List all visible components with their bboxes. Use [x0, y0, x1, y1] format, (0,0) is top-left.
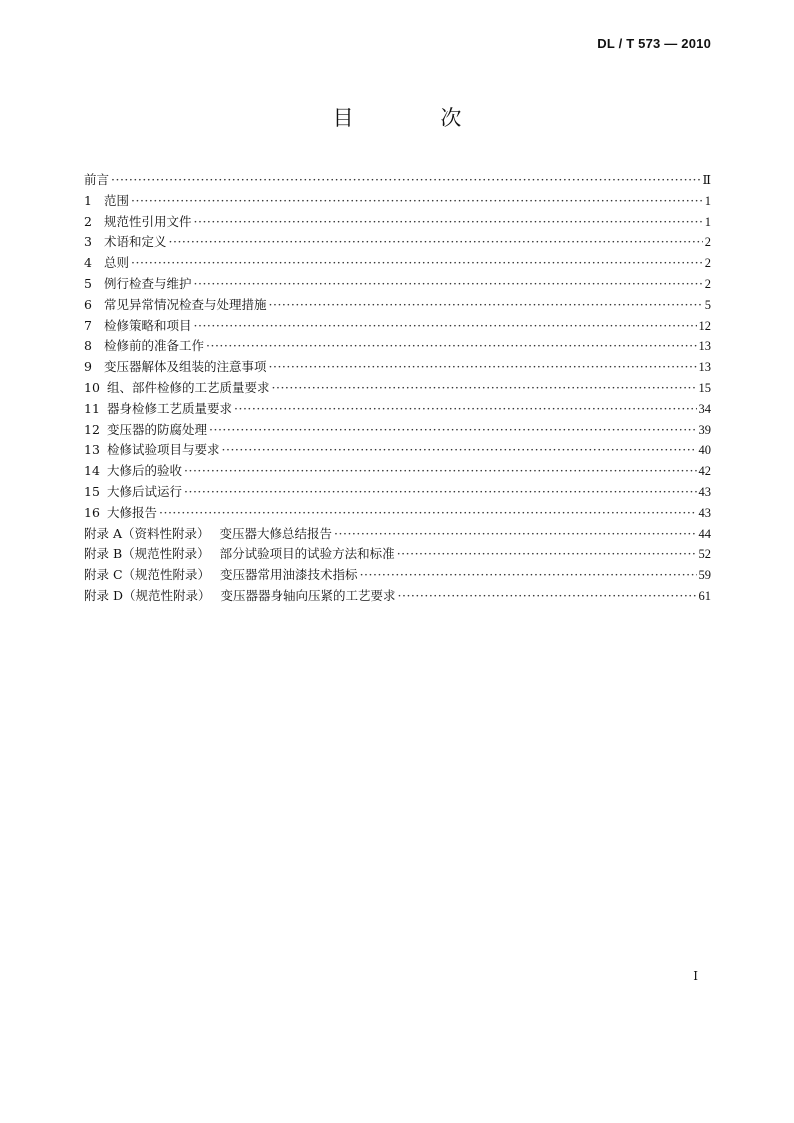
toc-page: 1 [704, 193, 711, 208]
toc-page: 13 [698, 360, 711, 375]
toc-label: 变压器器身轴向压紧的工艺要求 [220, 587, 396, 603]
toc-leader [398, 586, 697, 607]
toc-label: 术语和定义 [104, 234, 167, 250]
toc-entry-appendix-b[interactable] [84, 544, 711, 565]
toc-label: 器身检修工艺质量要求 [107, 400, 233, 416]
page-number: I [693, 969, 698, 983]
toc-entry-4[interactable] [84, 253, 711, 274]
table-of-contents [84, 170, 711, 607]
toc-number: 8 [84, 338, 92, 354]
toc-page: 39 [698, 422, 711, 437]
toc-entry-3[interactable] [84, 232, 711, 253]
toc-entry-1[interactable] [84, 191, 711, 212]
toc-leader [131, 253, 703, 274]
toc-leader [131, 191, 703, 212]
standard-code: DL / T 573 — 2010 [597, 36, 711, 51]
toc-entry-11[interactable] [84, 399, 711, 420]
toc-entry-12[interactable] [84, 420, 711, 441]
toc-number: 16 [84, 504, 100, 520]
toc-label: 例行检查与维护 [104, 275, 192, 291]
toc-label: 变压器解体及组装的注意事项 [104, 359, 267, 375]
toc-label: 检修前的准备工作 [104, 338, 205, 354]
toc-entry-2[interactable] [84, 212, 711, 233]
toc-entry-14[interactable] [84, 461, 711, 482]
toc-page: 12 [698, 318, 711, 333]
toc-number: 2 [84, 213, 92, 229]
toc-page: 61 [698, 588, 711, 603]
toc-appendix-prefix: 附录 C（规范性附录） [84, 567, 211, 583]
toc-number: 12 [84, 421, 100, 437]
toc-number: 4 [84, 255, 92, 271]
toc-leader [397, 544, 697, 565]
toc-page: 5 [704, 297, 711, 312]
toc-appendix-prefix: 附录 B（规范性附录） [84, 546, 210, 562]
toc-page: 43 [698, 484, 711, 499]
toc-label: 组、部件检修的工艺质量要求 [107, 379, 270, 395]
toc-number: 14 [84, 463, 100, 479]
toc-page: 2 [704, 235, 711, 250]
toc-number: 11 [84, 400, 100, 416]
toc-leader [159, 503, 696, 524]
toc-label: 部分试验项目的试验方法和标准 [219, 546, 395, 562]
toc-page: 34 [698, 401, 711, 416]
toc-page: 43 [698, 505, 711, 520]
toc-number: 9 [84, 359, 92, 375]
toc-label: 检修试验项目与要求 [107, 442, 220, 458]
toc-leader [269, 357, 697, 378]
page-title: 目 次 [332, 106, 502, 130]
toc-page: 40 [698, 443, 711, 458]
toc-label: 规范性引用文件 [104, 213, 192, 229]
toc-leader [334, 524, 696, 545]
toc-page: 59 [698, 568, 711, 583]
toc-appendix-prefix: 附录 A（资料性附录） [84, 525, 210, 541]
toc-leader [206, 336, 696, 357]
toc-entry-6[interactable] [84, 295, 711, 316]
toc-page: 44 [698, 526, 711, 541]
toc-entry-appendix-d[interactable] [84, 586, 711, 607]
toc-entry-16[interactable] [84, 503, 711, 524]
toc-number: 7 [84, 317, 92, 333]
toc-page: 2 [704, 256, 711, 271]
toc-entry-8[interactable] [84, 336, 711, 357]
toc-entry-foreword[interactable] [84, 170, 711, 191]
toc-label: 前言 [84, 172, 110, 187]
toc-number: 6 [84, 296, 92, 312]
toc-leader [360, 565, 697, 586]
toc-number: 3 [84, 234, 92, 250]
toc-number: 10 [84, 379, 100, 395]
toc-page: Ⅱ [702, 173, 711, 187]
toc-entry-5[interactable] [84, 274, 711, 295]
toc-label: 变压器大修总结报告 [219, 525, 333, 541]
toc-label: 大修报告 [107, 504, 158, 520]
toc-page: 15 [698, 380, 711, 395]
toc-label: 检修策略和项目 [104, 317, 192, 333]
toc-label: 常见异常情况检查与处理措施 [104, 296, 267, 312]
toc-page: 13 [698, 339, 711, 354]
toc-entry-13[interactable] [84, 440, 711, 461]
toc-page: 2 [704, 276, 711, 291]
toc-leader [272, 378, 697, 399]
toc-label: 总则 [104, 255, 130, 271]
toc-leader [209, 420, 696, 441]
toc-entry-10[interactable] [84, 378, 711, 399]
toc-appendix-prefix: 附录 D（规范性附录） [84, 587, 211, 603]
toc-label: 变压器常用油漆技术指标 [220, 567, 358, 583]
toc-entry-appendix-c[interactable] [84, 565, 711, 586]
toc-leader [194, 274, 703, 295]
toc-entry-7[interactable] [84, 316, 711, 337]
toc-number: 5 [84, 275, 92, 291]
toc-leader [169, 232, 703, 253]
toc-entry-9[interactable] [84, 357, 711, 378]
toc-number: 1 [84, 192, 92, 208]
toc-page: 52 [698, 547, 711, 562]
toc-leader [184, 461, 696, 482]
toc-number: 15 [84, 483, 100, 499]
toc-entry-appendix-a[interactable] [84, 524, 711, 545]
toc-leader [234, 399, 696, 420]
toc-number: 13 [84, 442, 100, 458]
toc-label: 大修后的验收 [107, 463, 183, 479]
toc-leader [194, 316, 697, 337]
toc-entry-15[interactable] [84, 482, 711, 503]
toc-label: 范围 [104, 192, 130, 208]
toc-label: 变压器的防腐处理 [107, 421, 208, 437]
toc-page: 1 [704, 214, 711, 229]
toc-leader [194, 212, 703, 233]
toc-leader [184, 482, 696, 503]
toc-leader [222, 440, 697, 461]
toc-page: 42 [698, 464, 711, 479]
toc-leader [269, 295, 703, 316]
toc-label: 大修后试运行 [107, 483, 183, 499]
toc-leader [111, 170, 700, 191]
